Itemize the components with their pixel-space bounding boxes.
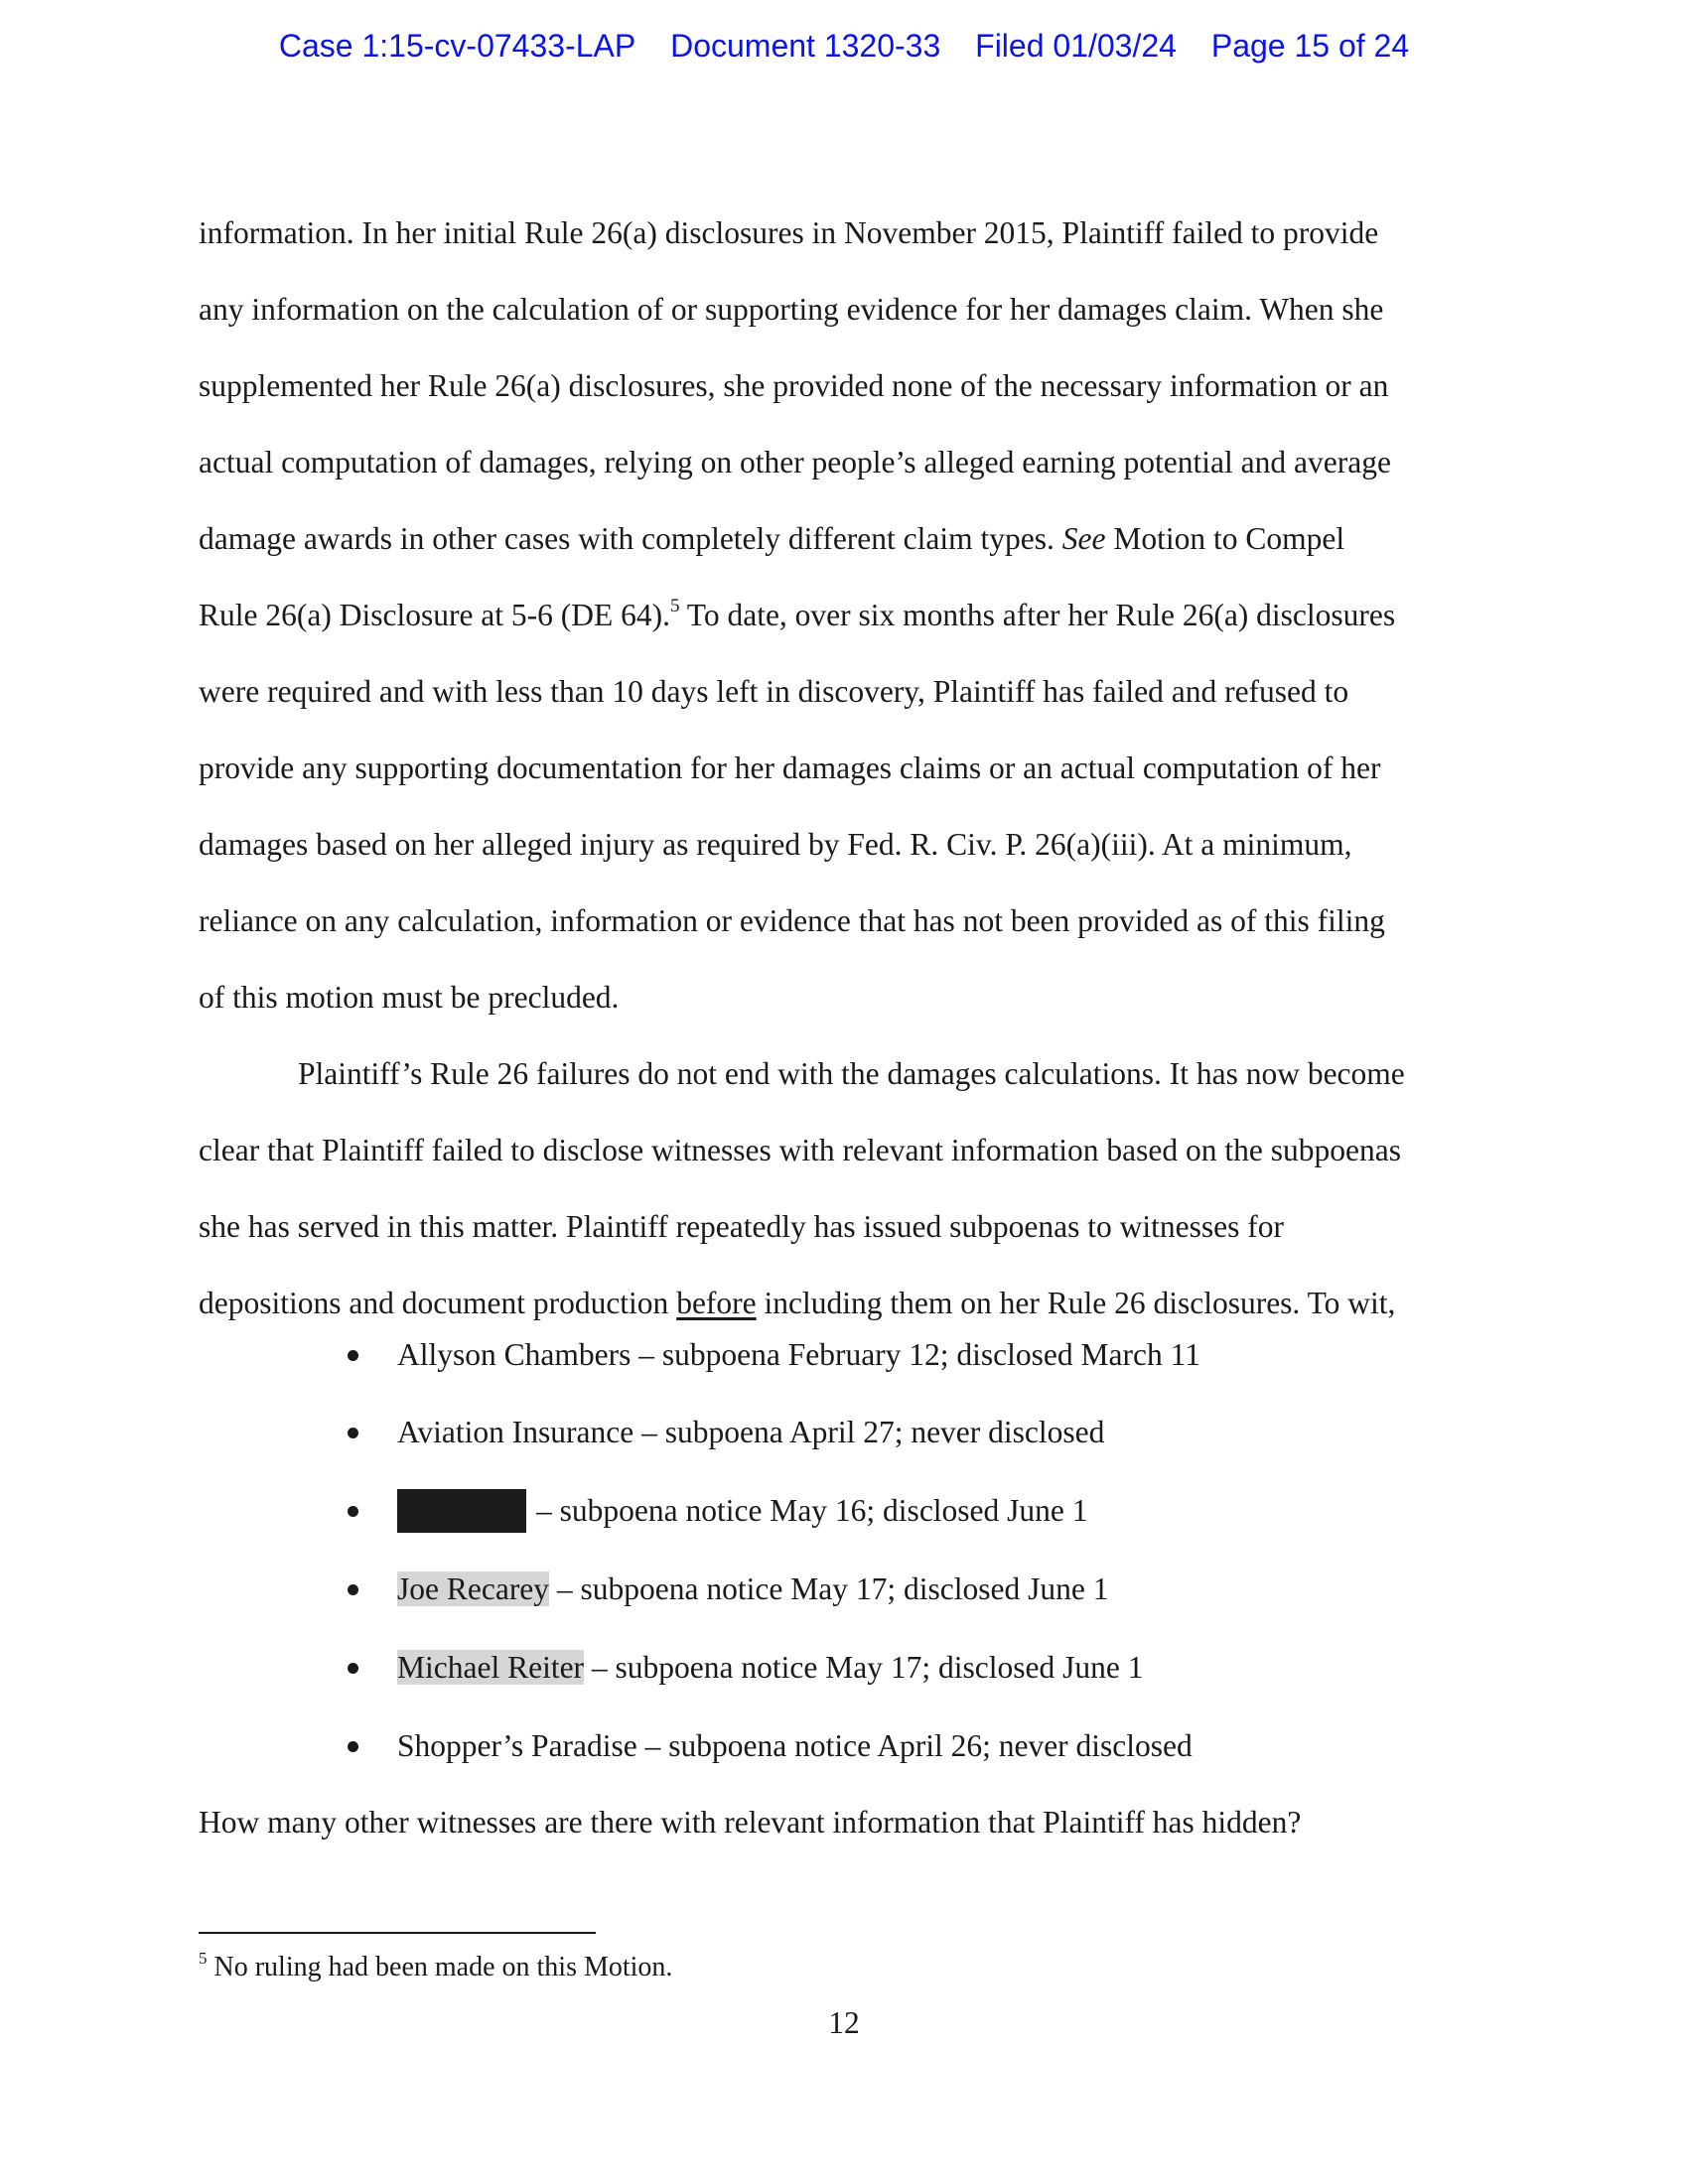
- witness-name: Aviation Insurance: [397, 1415, 634, 1449]
- case-header: [0, 28, 1688, 65]
- case-number: Case 1:15-cv-07433-LAP: [278, 28, 636, 64]
- paragraph-1: [199, 195, 1489, 1035]
- text-line: of this motion must be precluded.: [199, 980, 620, 1015]
- witness-detail: – subpoena notice May 17; disclosed June 1: [549, 1571, 1109, 1606]
- paragraph-2: [199, 1035, 1489, 1341]
- text-line: she has served in this matter. Plaintiff repeatedly has issued subpoenas to witnesses for: [199, 1209, 1284, 1244]
- bullet-icon: [348, 1506, 358, 1517]
- body-text: [199, 195, 1489, 1341]
- list-item: [397, 1565, 1108, 1614]
- bullet-icon: [348, 1741, 358, 1752]
- text-segment: depositions and document production: [199, 1286, 677, 1320]
- text-line: supplemented her Rule 26(a) disclosures, she provided none of the necessary information or an: [199, 368, 1389, 403]
- page-count: Page 15 of 24: [1210, 28, 1410, 64]
- text-line: provide any supporting documentation for her damages claims or an actual computation of her: [199, 751, 1381, 785]
- text-line: were required and with less than 10 days left in discovery, Plaintiff has failed and refused to: [199, 674, 1349, 709]
- text-segment: Motion to Compel: [1105, 521, 1345, 556]
- witness-detail: – subpoena February 12; disclosed March 11: [631, 1337, 1200, 1372]
- list-item: [397, 1721, 1193, 1771]
- footnote-ref[interactable]: 5: [670, 596, 680, 616]
- text-segment: including them on her Rule 26 disclosures. To wit,: [756, 1286, 1396, 1320]
- witness-name: Shopper’s Paradise: [397, 1728, 637, 1763]
- witness-detail: – subpoena April 27; never disclosed: [633, 1415, 1105, 1449]
- footnote: [199, 1949, 673, 1983]
- text-line: [199, 577, 1489, 653]
- witness-name: Allyson Chambers: [397, 1337, 632, 1372]
- bullet-icon: [348, 1350, 358, 1361]
- footnote-divider: [199, 1932, 596, 1934]
- text-segment: damage awards in other cases with completely different claim types.: [199, 521, 1062, 556]
- list-item: [397, 1408, 1104, 1457]
- see-signal: See: [1061, 521, 1106, 556]
- text-line: Plaintiff’s Rule 26 failures do not end with the damages calculations. It has now become: [298, 1056, 1405, 1091]
- witness-detail: – subpoena notice May 16; disclosed June 1: [536, 1493, 1088, 1528]
- list-item: [397, 1486, 1088, 1536]
- list-item: [397, 1643, 1143, 1693]
- text-line: any information on the calculation of or supporting evidence for her damages claim. When she: [199, 292, 1384, 327]
- document-number: Document 1320-33: [670, 28, 941, 64]
- witness-name: Michael Reiter: [397, 1650, 585, 1685]
- text-segment: To date, over six months after her Rule 26(a) disclosures: [679, 598, 1396, 632]
- footnote-marker: 5: [199, 1949, 208, 1968]
- witness-name: Joe Recarey: [397, 1571, 550, 1606]
- text-line: actual computation of damages, relying on other people’s alleged earning potential and average: [199, 445, 1391, 479]
- bullet-icon: [348, 1428, 358, 1438]
- text-line: clear that Plaintiff failed to disclose witnesses with relevant information based on the subpoenas: [199, 1133, 1401, 1167]
- redaction-box: [397, 1489, 526, 1533]
- bullet-icon: [348, 1663, 358, 1674]
- text-line: information. In her initial Rule 26(a) disclosures in November 2015, Plaintiff failed to provide: [199, 215, 1379, 250]
- text-line: damages based on her alleged injury as required by Fed. R. Civ. P. 26(a)(iii). At a minimum,: [199, 827, 1352, 862]
- underlined-before: before: [676, 1286, 757, 1320]
- page-number: 12: [828, 2005, 860, 2040]
- list-item: [397, 1330, 1200, 1380]
- witness-detail: – subpoena notice April 26; never disclosed: [636, 1728, 1193, 1763]
- footnote-text: No ruling had been made on this Motion.: [207, 1952, 673, 1982]
- bullet-icon: [348, 1584, 358, 1595]
- text-line: [199, 500, 1489, 577]
- closing-question: How many other witnesses are there with relevant information that Plaintiff has hidden?: [199, 1805, 1302, 1840]
- text-segment: Rule 26(a) Disclosure at 5-6 (DE 64).: [199, 598, 670, 632]
- text-line: reliance on any calculation, information or evidence that has not been provided as of this filing: [199, 903, 1385, 938]
- filed-date: Filed 01/03/24: [975, 28, 1177, 64]
- witness-detail: – subpoena notice May 17; disclosed June 1: [584, 1650, 1144, 1685]
